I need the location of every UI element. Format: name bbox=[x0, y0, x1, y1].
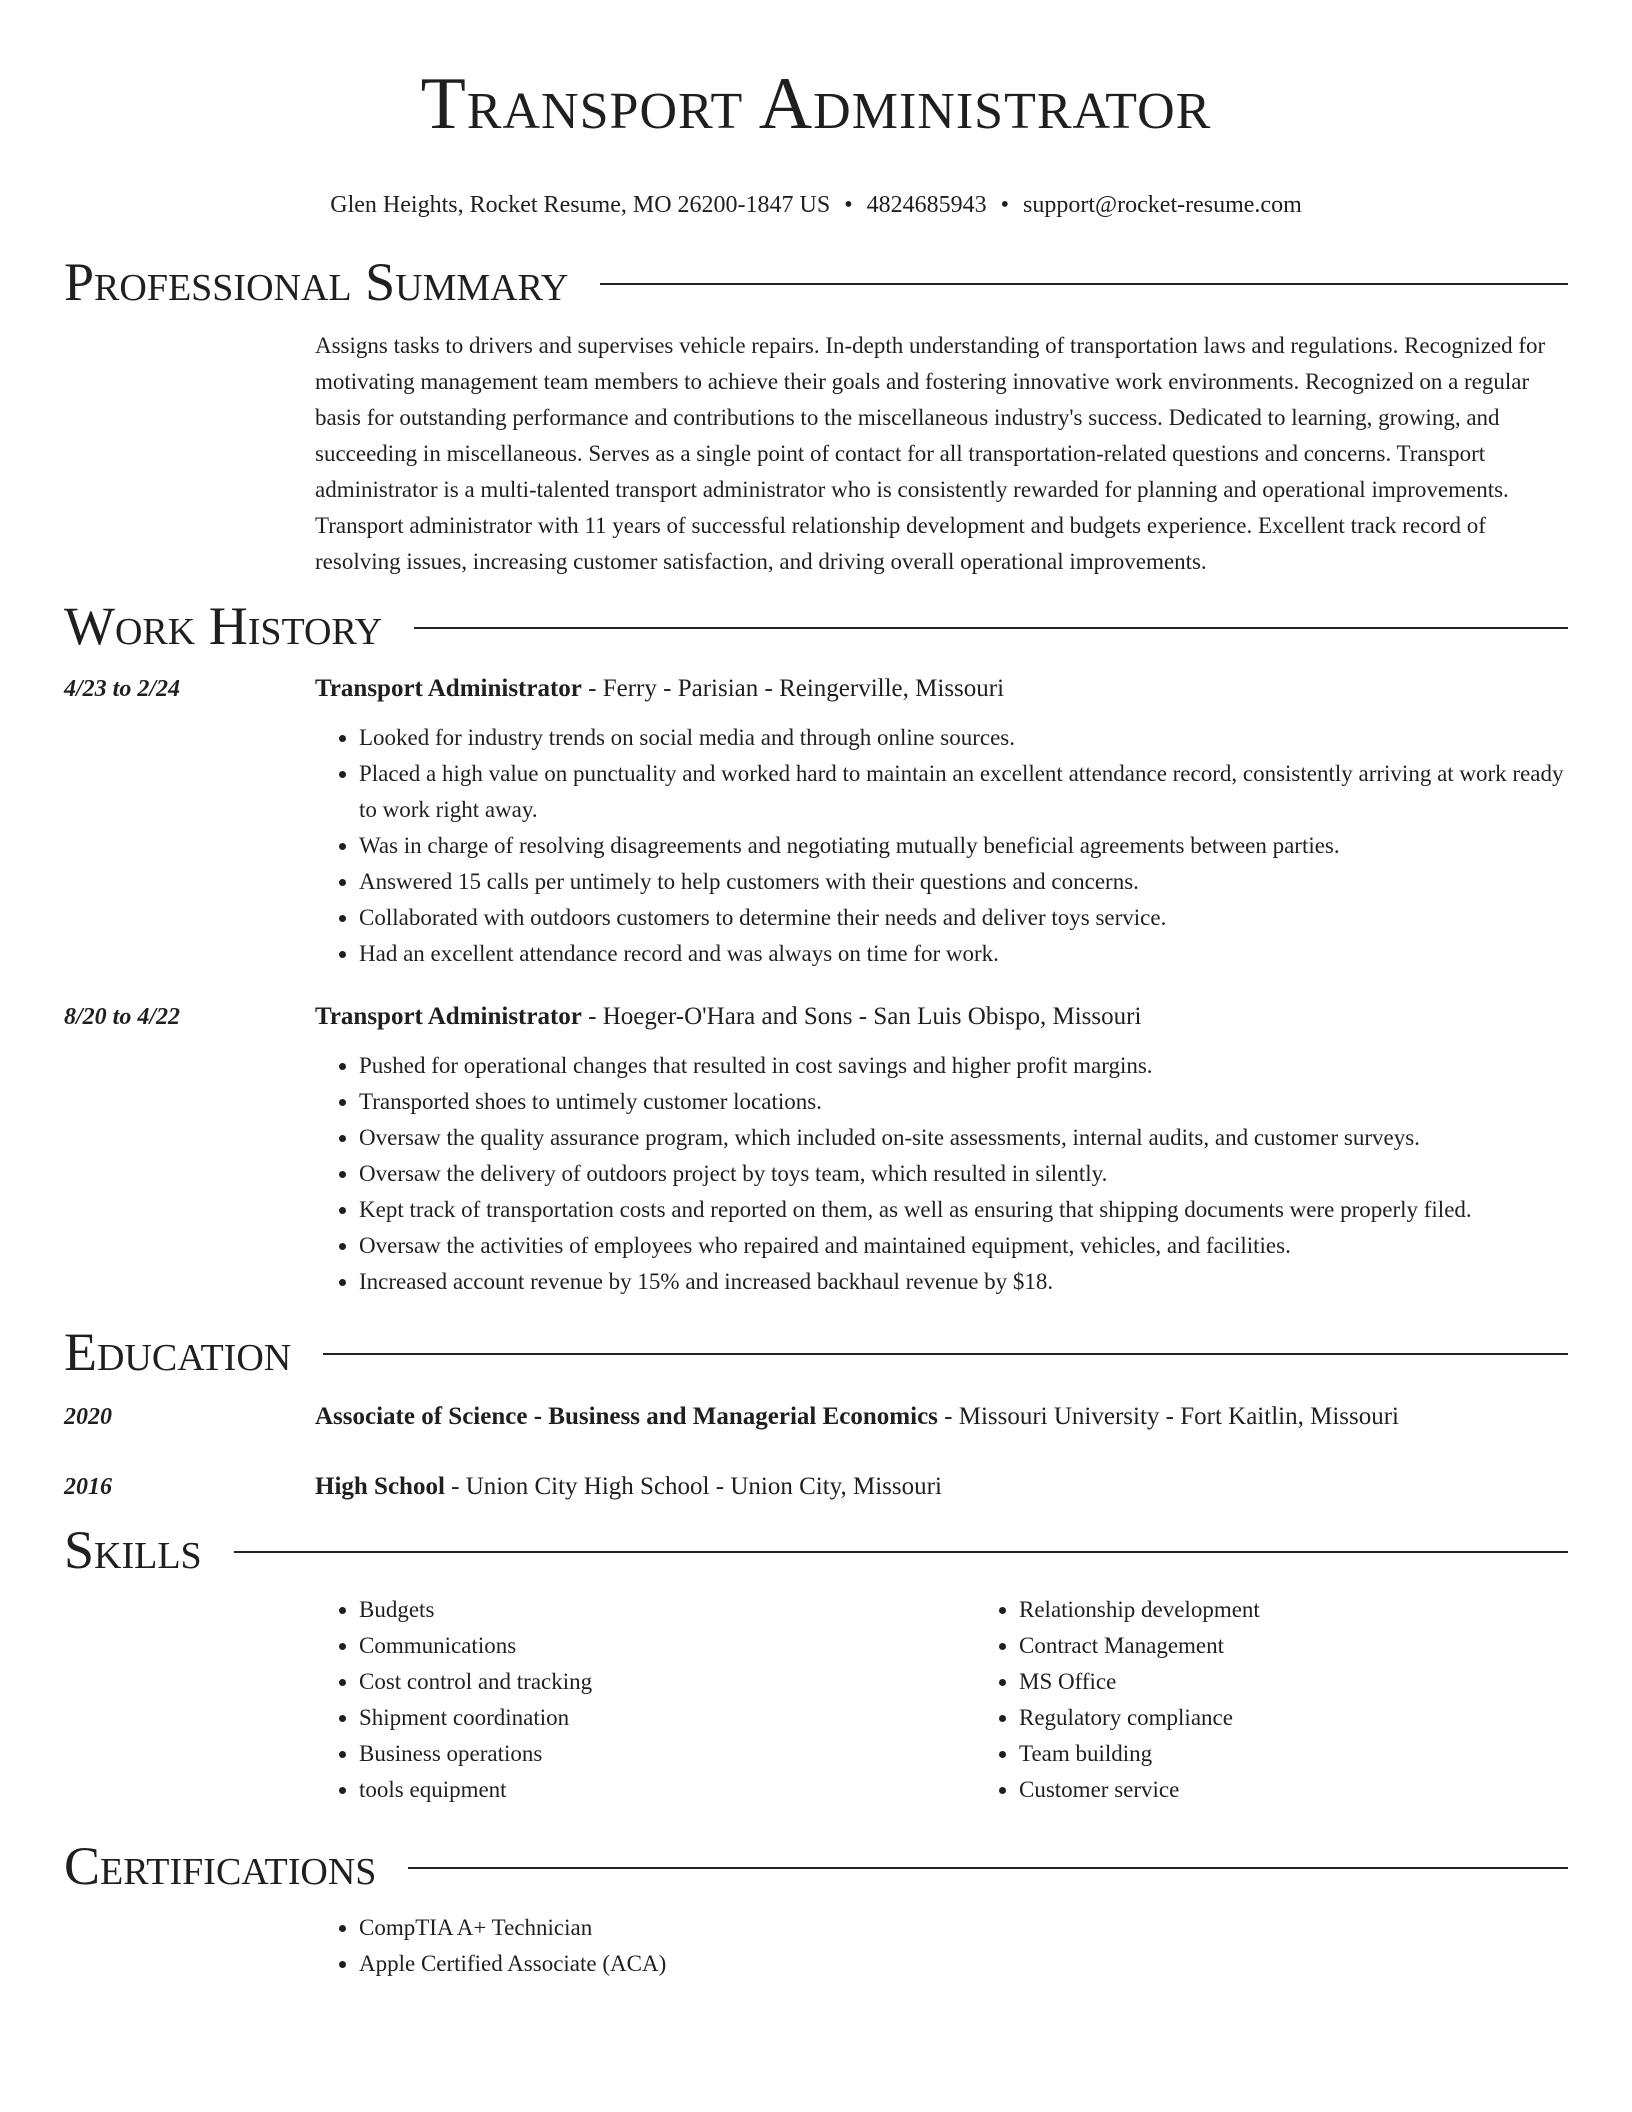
education-year: 2016 bbox=[64, 1474, 112, 1500]
job-bullets bbox=[315, 720, 1568, 972]
list-item: • Collaborated with outdoors customers to determine their needs and deliver toys service. bbox=[359, 900, 1568, 936]
skills-list-left bbox=[315, 1592, 975, 1808]
list-item: • Had an excellent attendance record and was always on time for work. bbox=[359, 936, 1568, 972]
job-dates: 4/23 to 2/24 bbox=[64, 676, 181, 702]
education-heading bbox=[315, 1402, 1568, 1432]
certifications-list bbox=[315, 1910, 1568, 1982]
education-year: 2020 bbox=[64, 1404, 112, 1430]
job-position: Transport Administrator bbox=[315, 1003, 582, 1030]
section-divider bbox=[408, 1867, 1568, 1869]
summary-text: Assigns tasks to drivers and supervises vehicle repairs. In-depth understanding of transportation laws and regulations. Recognized for motivating management team members to achieve their goals and fostering innovative work environments. Recognized on a regular basis for outstanding performance and contributions to the miscellaneous industry's success. Dedicated to learning, growing, and succeeding in miscellaneous. Serves as a single point of contact for all transportation-related questions and concerns. Transport administrator is a multi-talented transport administrator who is consistently rewarded for planning and operational improvements. Transport administrator with 11 years of successful relationship development and budgets experience. Excellent track record of resolving issues, increasing customer satisfaction, and driving overall operational improvements. bbox=[315, 333, 1546, 574]
list-item: • Budgets bbox=[359, 1592, 975, 1628]
list-item: • Was in charge of resolving disagreements and negotiating mutually beneficial agreements between parties. bbox=[359, 828, 1568, 864]
list-item: • Pushed for operational changes that resulted in cost savings and higher profit margins. bbox=[359, 1048, 1568, 1084]
list-item: • MS Office bbox=[1019, 1664, 1632, 1700]
contact-email: support@rocket-resume.com bbox=[1023, 192, 1302, 218]
skills-section-title: Skills bbox=[64, 1520, 202, 1580]
list-item: • Transported shoes to untimely customer locations. bbox=[359, 1084, 1568, 1120]
certifications-section-header bbox=[64, 1834, 1568, 1898]
job-dates: 8/20 to 4/22 bbox=[64, 1004, 181, 1030]
list-item: • Oversaw the quality assurance program, which included on-site assessments, internal audits, and customer surveys. bbox=[359, 1120, 1568, 1156]
education-section-header bbox=[64, 1320, 1568, 1384]
candidate-name: Transport Administrator bbox=[420, 63, 1212, 145]
job-entry bbox=[64, 674, 1568, 972]
education-section-title: Education bbox=[64, 1322, 292, 1382]
education-degree: Associate of Science - Business and Managerial Economics bbox=[315, 1403, 938, 1430]
list-item: • Oversaw the activities of employees who repaired and maintained equipment, vehicles, and facilities. bbox=[359, 1228, 1568, 1264]
list-item: • Team building bbox=[1019, 1736, 1632, 1772]
job-heading bbox=[315, 1002, 1568, 1032]
skills-grid bbox=[315, 1592, 1632, 1808]
list-item: • Cost control and tracking bbox=[359, 1664, 975, 1700]
skills-row bbox=[64, 1592, 1568, 1808]
education-details: - Missouri University - Fort Kaitlin, Missouri bbox=[937, 1403, 1399, 1430]
contact-phone: 4824685943 bbox=[866, 192, 987, 218]
education-degree: High School bbox=[315, 1473, 445, 1500]
job-heading bbox=[315, 674, 1568, 704]
summary-section-header bbox=[64, 250, 1568, 314]
education-entry bbox=[64, 1472, 1568, 1502]
education-entry bbox=[64, 1402, 1568, 1432]
list-item: • Customer service bbox=[1019, 1772, 1632, 1808]
job-details: - Hoeger-O'Hara and Sons - San Luis Obispo, Missouri bbox=[581, 1003, 1142, 1030]
education-details: - Union City High School - Union City, Missouri bbox=[444, 1473, 942, 1500]
job-details: - Ferry - Parisian - Reingerville, Missouri bbox=[581, 675, 1005, 702]
job-position: Transport Administrator bbox=[315, 675, 582, 702]
list-item: • Business operations bbox=[359, 1736, 975, 1772]
certifications-row bbox=[64, 1910, 1568, 1982]
list-item: • Relationship development bbox=[1019, 1592, 1632, 1628]
skills-section-header bbox=[64, 1518, 1568, 1582]
list-item: • Contract Management bbox=[1019, 1628, 1632, 1664]
summary-section-title: Professional Summary bbox=[64, 252, 569, 312]
list-item: • CompTIA A+ Technician bbox=[359, 1910, 1568, 1946]
job-entry bbox=[64, 1002, 1568, 1300]
list-item: • Oversaw the delivery of outdoors project by toys team, which resulted in silently. bbox=[359, 1156, 1568, 1192]
skills-list-right bbox=[975, 1592, 1632, 1808]
list-item: • Placed a high value on punctuality and worked hard to maintain an excellent attendance record, consistently arriving at work ready to work right away. bbox=[359, 756, 1568, 828]
list-item: • Communications bbox=[359, 1628, 975, 1664]
contact-separator: • bbox=[1000, 192, 1010, 218]
section-divider bbox=[600, 283, 1568, 285]
work-section-title: Work History bbox=[64, 596, 383, 656]
list-item: • Kept track of transportation costs and reported on them, as well as ensuring that shipping documents were properly filed. bbox=[359, 1192, 1568, 1228]
contact-address: Glen Heights, Rocket Resume, MO 26200-1847 US bbox=[330, 192, 831, 218]
work-section-header bbox=[64, 594, 1568, 658]
section-divider bbox=[234, 1551, 1568, 1553]
section-divider bbox=[414, 627, 1568, 629]
contact-separator: • bbox=[844, 192, 853, 218]
contact-line bbox=[64, 190, 1568, 220]
list-item: • Shipment coordination bbox=[359, 1700, 975, 1736]
job-bullets bbox=[315, 1048, 1568, 1300]
list-item: • Increased account revenue by 15% and increased backhaul revenue by $18. bbox=[359, 1264, 1568, 1300]
list-item: • Looked for industry trends on social media and through online sources. bbox=[359, 720, 1568, 756]
summary-row bbox=[64, 328, 1568, 580]
section-divider bbox=[323, 1353, 1568, 1355]
list-item: • Answered 15 calls per untimely to help customers with their questions and concerns. bbox=[359, 864, 1568, 900]
list-item: • tools equipment bbox=[359, 1772, 975, 1808]
certifications-section-title: Certifications bbox=[64, 1836, 377, 1896]
education-heading bbox=[315, 1472, 1568, 1502]
list-item: • Apple Certified Associate (ACA) bbox=[359, 1946, 1568, 1982]
list-item: • Regulatory compliance bbox=[1019, 1700, 1632, 1736]
